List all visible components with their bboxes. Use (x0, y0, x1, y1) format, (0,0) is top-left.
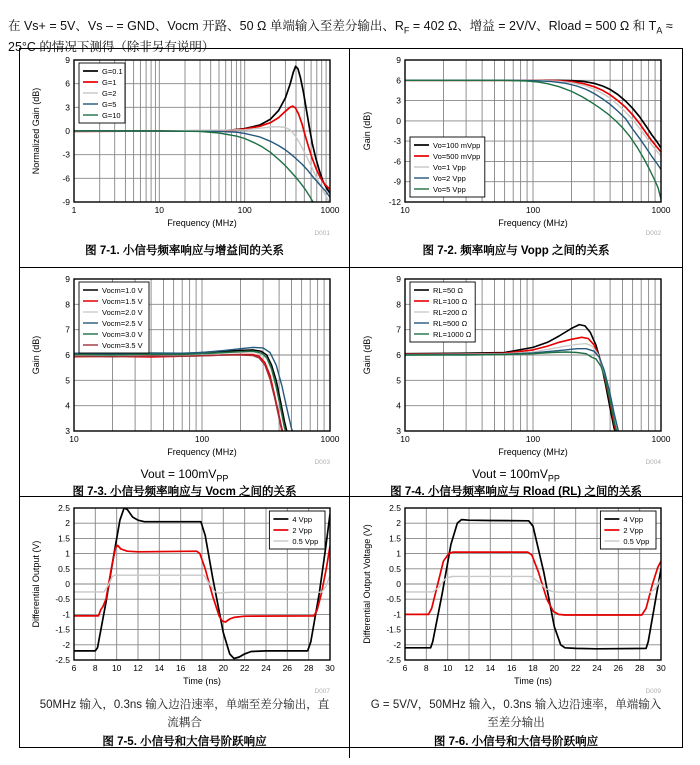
svg-text:-2.5: -2.5 (54, 655, 70, 665)
svg-text:9: 9 (64, 274, 70, 284)
figure-7-5-chart (28, 500, 342, 696)
svg-text:0: 0 (64, 579, 70, 589)
svg-text:28: 28 (634, 663, 645, 673)
svg-text:0: 0 (396, 579, 401, 589)
figures-grid (19, 48, 683, 748)
svg-text:24: 24 (592, 663, 602, 673)
svg-text:26: 26 (282, 663, 292, 673)
svg-text:22: 22 (570, 663, 581, 673)
svg-text:6: 6 (71, 663, 76, 673)
svg-text:2.5: 2.5 (389, 503, 401, 513)
svg-text:G=0.1: G=0.1 (101, 66, 123, 76)
svg-text:4: 4 (64, 400, 70, 411)
svg-text:12: 12 (464, 663, 474, 673)
svg-text:5: 5 (396, 375, 401, 386)
svg-text:10: 10 (400, 205, 410, 215)
figure-7-3-subtitle (141, 467, 229, 483)
svg-text:D004: D004 (645, 459, 661, 466)
figure-7-4-subtitle (472, 467, 560, 483)
svg-text:3: 3 (64, 426, 70, 436)
header-text: ≈ 25°C 的情况下测得（除非另有说明） (8, 18, 673, 54)
svg-text:-0.5: -0.5 (54, 594, 70, 605)
svg-text:1000: 1000 (651, 434, 671, 444)
svg-text:0: 0 (64, 126, 70, 136)
subtitle-subscript: PP (547, 473, 560, 484)
svg-text:1.5: 1.5 (57, 533, 70, 544)
svg-text:0.5 Vpp: 0.5 Vpp (291, 536, 318, 546)
svg-text:1: 1 (64, 548, 70, 559)
svg-text:2.5: 2.5 (57, 503, 70, 513)
svg-text:-9: -9 (61, 197, 70, 207)
svg-text:1000: 1000 (320, 205, 339, 215)
svg-text:4: 4 (396, 400, 401, 411)
figure-7-5-conditions: 50MHz 输入，0.3ns 输入边沿速率，单端至差分输出，直流耦合 (39, 699, 330, 729)
svg-text:Vocm=2.5 V: Vocm=2.5 V (101, 318, 143, 328)
svg-text:-9: -9 (393, 176, 401, 187)
svg-text:Frequency (MHz): Frequency (MHz) (166, 218, 237, 228)
svg-text:-12: -12 (388, 197, 401, 207)
svg-text:-3: -3 (393, 136, 401, 147)
svg-text:4 Vpp: 4 Vpp (623, 514, 644, 524)
svg-text:18: 18 (196, 663, 207, 673)
svg-text:10: 10 (68, 434, 79, 444)
header-text: = 402 Ω、增益 = 2V/V、Rload = 500 Ω 和 T (409, 18, 657, 33)
svg-text:Gain (dB): Gain (dB) (30, 335, 41, 375)
figure-7-6-conditions: G = 5V/V，50MHz 输入，0.3ns 输入边沿速率，单端输入至差分输出 (370, 699, 662, 729)
svg-text:20: 20 (218, 663, 228, 673)
svg-text:1000: 1000 (651, 205, 671, 215)
svg-text:Frequency (MHz): Frequency (MHz) (166, 447, 237, 457)
svg-text:4 Vpp: 4 Vpp (291, 514, 312, 524)
svg-text:Vocm=1.5 V: Vocm=1.5 V (101, 296, 143, 306)
svg-text:Vo=1 Vpp: Vo=1 Vpp (433, 162, 466, 172)
figure-7-2-chart (359, 52, 673, 238)
figure-7-3-caption: 图 7-3. 小信号频率响应与 Vocm 之间的关系 (72, 486, 297, 499)
svg-text:Vocm=3.5 V: Vocm=3.5 V (101, 340, 143, 350)
svg-text:Vo=2 Vpp: Vo=2 Vpp (433, 173, 466, 183)
svg-text:3: 3 (396, 426, 401, 436)
svg-text:100: 100 (525, 205, 541, 215)
figure-7-2-cell (350, 49, 682, 268)
svg-text:Vocm=3.0 V: Vocm=3.0 V (101, 329, 143, 339)
figure-7-5-cell (20, 497, 350, 758)
svg-text:18: 18 (528, 663, 538, 673)
svg-text:10: 10 (111, 663, 121, 673)
svg-text:Frequency (MHz): Frequency (MHz) (498, 447, 568, 457)
svg-text:6: 6 (396, 75, 401, 86)
svg-text:14: 14 (154, 663, 164, 673)
svg-text:10: 10 (154, 205, 164, 215)
svg-text:7: 7 (396, 324, 401, 335)
header-sub-f: F (403, 25, 410, 35)
svg-text:Frequency (MHz): Frequency (MHz) (498, 218, 568, 228)
svg-text:24: 24 (260, 663, 271, 673)
header-text: 在 Vs+ = 5V、Vs – = GND、Vocm 开路、50 Ω 单端输入至差分输出、R (8, 18, 404, 33)
header-sub-a: A (656, 25, 663, 35)
svg-text:1: 1 (396, 548, 401, 559)
svg-text:RL=100 Ω: RL=100 Ω (433, 296, 468, 306)
svg-text:2: 2 (396, 518, 401, 529)
svg-text:10: 10 (442, 663, 453, 673)
figure-7-3-cell (20, 268, 350, 497)
svg-text:100: 100 (525, 434, 541, 444)
svg-text:Vocm=2.0 V: Vocm=2.0 V (101, 307, 143, 317)
svg-text:Normalized Gain (dB): Normalized Gain (dB) (30, 87, 41, 175)
svg-text:-1.5: -1.5 (54, 624, 70, 635)
svg-text:Time (ns): Time (ns) (514, 676, 552, 686)
svg-text:1: 1 (71, 205, 76, 215)
svg-text:22: 22 (239, 663, 249, 673)
figure-7-3-chart (28, 271, 342, 467)
svg-text:G=5: G=5 (101, 99, 116, 109)
svg-text:9: 9 (396, 274, 401, 284)
svg-text:12: 12 (132, 663, 143, 673)
figure-7-2-caption: 图 7-2. 频率响应与 Vopp 之间的关系 (422, 245, 610, 257)
svg-text:-6: -6 (393, 156, 401, 167)
svg-text:-1.5: -1.5 (386, 624, 401, 635)
svg-text:Vo=500 mVpp: Vo=500 mVpp (433, 151, 481, 161)
svg-text:3: 3 (64, 102, 70, 113)
svg-text:16: 16 (175, 663, 185, 673)
figure-7-6-caption: 图 7-6. 小信号和大信号阶跃响应 (433, 735, 599, 748)
svg-text:Gain (dB): Gain (dB) (362, 111, 372, 151)
figure-7-4-caption: 图 7-4. 小信号频率响应与 Rload (RL) 之间的关系 (390, 486, 642, 499)
svg-text:30: 30 (324, 663, 335, 673)
svg-text:28: 28 (303, 663, 313, 673)
svg-text:30: 30 (656, 663, 666, 673)
subtitle-text: Vout = 100mV (140, 467, 217, 481)
svg-text:2: 2 (64, 518, 70, 529)
svg-text:8: 8 (64, 299, 70, 310)
svg-text:1000: 1000 (320, 434, 339, 444)
svg-text:0.5: 0.5 (57, 563, 70, 574)
svg-text:D001: D001 (313, 230, 330, 237)
svg-text:100: 100 (237, 205, 252, 215)
svg-text:-2: -2 (393, 639, 401, 650)
svg-text:Vo=100 mVpp: Vo=100 mVpp (433, 140, 481, 150)
svg-text:G=1: G=1 (101, 77, 116, 87)
svg-text:-2.5: -2.5 (386, 655, 401, 665)
svg-text:Differential Output Voltage (V: Differential Output Voltage (V) (362, 524, 372, 644)
svg-text:D009: D009 (645, 688, 661, 695)
svg-text:26: 26 (613, 663, 624, 673)
svg-text:RL=500 Ω: RL=500 Ω (433, 318, 468, 328)
svg-text:3: 3 (396, 95, 401, 106)
svg-text:8: 8 (396, 299, 401, 310)
svg-text:6: 6 (64, 78, 70, 89)
svg-text:Time (ns): Time (ns) (182, 676, 221, 686)
svg-text:RL=50 Ω: RL=50 Ω (433, 285, 463, 295)
svg-text:14: 14 (485, 663, 496, 673)
svg-text:D007: D007 (313, 688, 330, 695)
svg-text:0.5: 0.5 (389, 563, 401, 574)
svg-text:-0.5: -0.5 (386, 594, 401, 605)
svg-text:Differential Output (V): Differential Output (V) (30, 540, 41, 628)
svg-text:8: 8 (423, 663, 429, 673)
figure-7-4-chart (359, 271, 673, 467)
svg-text:G=10: G=10 (101, 110, 121, 120)
svg-text:-1: -1 (393, 609, 401, 620)
svg-text:7: 7 (64, 324, 70, 335)
svg-text:-3: -3 (61, 149, 70, 160)
svg-text:-2: -2 (61, 639, 70, 650)
svg-text:0: 0 (396, 115, 401, 126)
svg-text:20: 20 (549, 663, 560, 673)
svg-text:6: 6 (64, 350, 70, 360)
subtitle-subscript: PP (216, 473, 229, 484)
svg-text:1.5: 1.5 (389, 533, 401, 544)
figure-7-1-chart (28, 52, 342, 238)
figure-7-1-caption: 图 7-1. 小信号频率响应与增益间的关系 (85, 245, 284, 257)
svg-text:6: 6 (396, 350, 401, 360)
svg-text:G=2: G=2 (101, 88, 116, 98)
svg-text:100: 100 (194, 434, 209, 444)
svg-text:10: 10 (400, 434, 410, 444)
svg-text:Vocm=1.0 V: Vocm=1.0 V (101, 285, 143, 295)
svg-text:8: 8 (92, 663, 98, 673)
svg-text:D003: D003 (313, 459, 330, 466)
svg-text:2 Vpp: 2 Vpp (623, 525, 644, 535)
svg-text:9: 9 (396, 55, 401, 65)
svg-text:0.5 Vpp: 0.5 Vpp (623, 536, 650, 546)
svg-text:Gain (dB): Gain (dB) (362, 335, 372, 375)
svg-text:RL=1000 Ω: RL=1000 Ω (433, 329, 472, 339)
figure-7-1-cell (20, 49, 350, 268)
subtitle-text: Vout = 100mV (472, 467, 548, 481)
svg-text:RL=200 Ω: RL=200 Ω (433, 307, 468, 317)
svg-text:D002: D002 (645, 230, 661, 237)
svg-text:5: 5 (64, 375, 70, 386)
svg-text:9: 9 (64, 55, 70, 65)
figure-7-6-cell (350, 497, 682, 758)
svg-text:Vo=5 Vpp: Vo=5 Vpp (433, 184, 466, 194)
svg-text:-1: -1 (61, 609, 70, 620)
figure-7-5-caption: 图 7-5. 小信号和大信号阶跃响应 (102, 735, 267, 748)
figure-7-4-cell (350, 268, 682, 497)
svg-text:6: 6 (402, 663, 408, 673)
figure-7-6-chart (359, 500, 673, 696)
svg-text:-6: -6 (61, 173, 70, 184)
svg-text:16: 16 (506, 663, 517, 673)
svg-text:2 Vpp: 2 Vpp (291, 525, 312, 535)
